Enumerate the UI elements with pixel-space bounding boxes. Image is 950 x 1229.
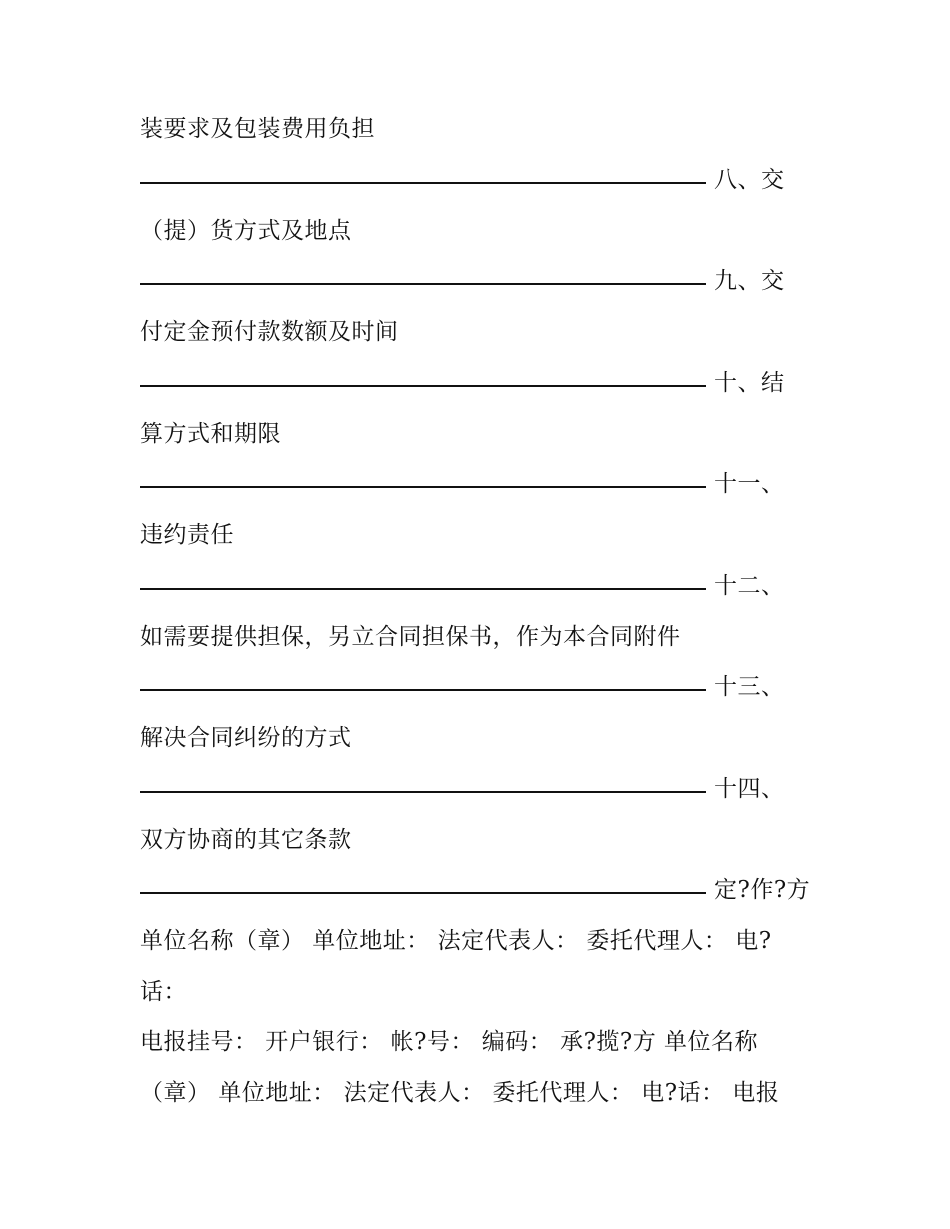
- clause-number-8: 八、交: [714, 167, 785, 193]
- clause-number-14: 十四、: [714, 776, 785, 802]
- clause-text-deposit: 付定金预付款数额及时间: [140, 319, 399, 345]
- clause-text-packaging: 装要求及包装费用负担: [140, 116, 375, 142]
- fill-in-underline: [140, 486, 706, 488]
- signature-block-line: 单位名称（章） 单位地址： 法定代表人： 委托代理人： 电?: [140, 928, 772, 954]
- fill-in-row-12: [140, 571, 840, 601]
- fill-in-underline: [140, 791, 706, 793]
- fill-in-row-13: [140, 672, 840, 702]
- fill-in-underline: [140, 892, 706, 894]
- clause-number-13: 十三、: [714, 674, 785, 700]
- clause-text-breach: 违约责任: [140, 522, 234, 548]
- orderer-party-heading: 定?作?方: [714, 877, 811, 903]
- clause-text-settlement: 算方式和期限: [140, 421, 281, 447]
- fill-in-row-9: [140, 266, 840, 296]
- fill-in-row-11: [140, 469, 840, 499]
- fill-in-row-8: [140, 165, 840, 195]
- clause-number-10: 十、结: [714, 370, 785, 396]
- signature-block-line: 电报挂号： 开户银行： 帐?号： 编码： 承?揽?方 单位名称: [140, 1029, 759, 1055]
- signature-block-line: 话：: [140, 979, 187, 1005]
- fill-in-row-signature: [140, 875, 840, 905]
- fill-in-underline: [140, 283, 706, 285]
- clause-number-12: 十二、: [714, 573, 785, 599]
- clause-number-11: 十一、: [714, 471, 785, 497]
- fill-in-row-14: [140, 774, 840, 804]
- signature-block-line: （章） 单位地址： 法定代表人： 委托代理人： 电?话： 电报: [140, 1080, 780, 1106]
- fill-in-underline: [140, 588, 706, 590]
- clause-text-dispute: 解决合同纠纷的方式: [140, 725, 352, 751]
- clause-text-guarantee: 如需要提供担保，另立合同担保书，作为本合同附件: [140, 624, 681, 650]
- clause-text-other-terms: 双方协商的其它条款: [140, 827, 352, 853]
- clause-text-delivery: （提）货方式及地点: [140, 218, 352, 244]
- fill-in-underline: [140, 182, 706, 184]
- fill-in-underline: [140, 385, 706, 387]
- clause-number-9: 九、交: [714, 268, 785, 294]
- fill-in-underline: [140, 689, 706, 691]
- fill-in-row-10: [140, 368, 840, 398]
